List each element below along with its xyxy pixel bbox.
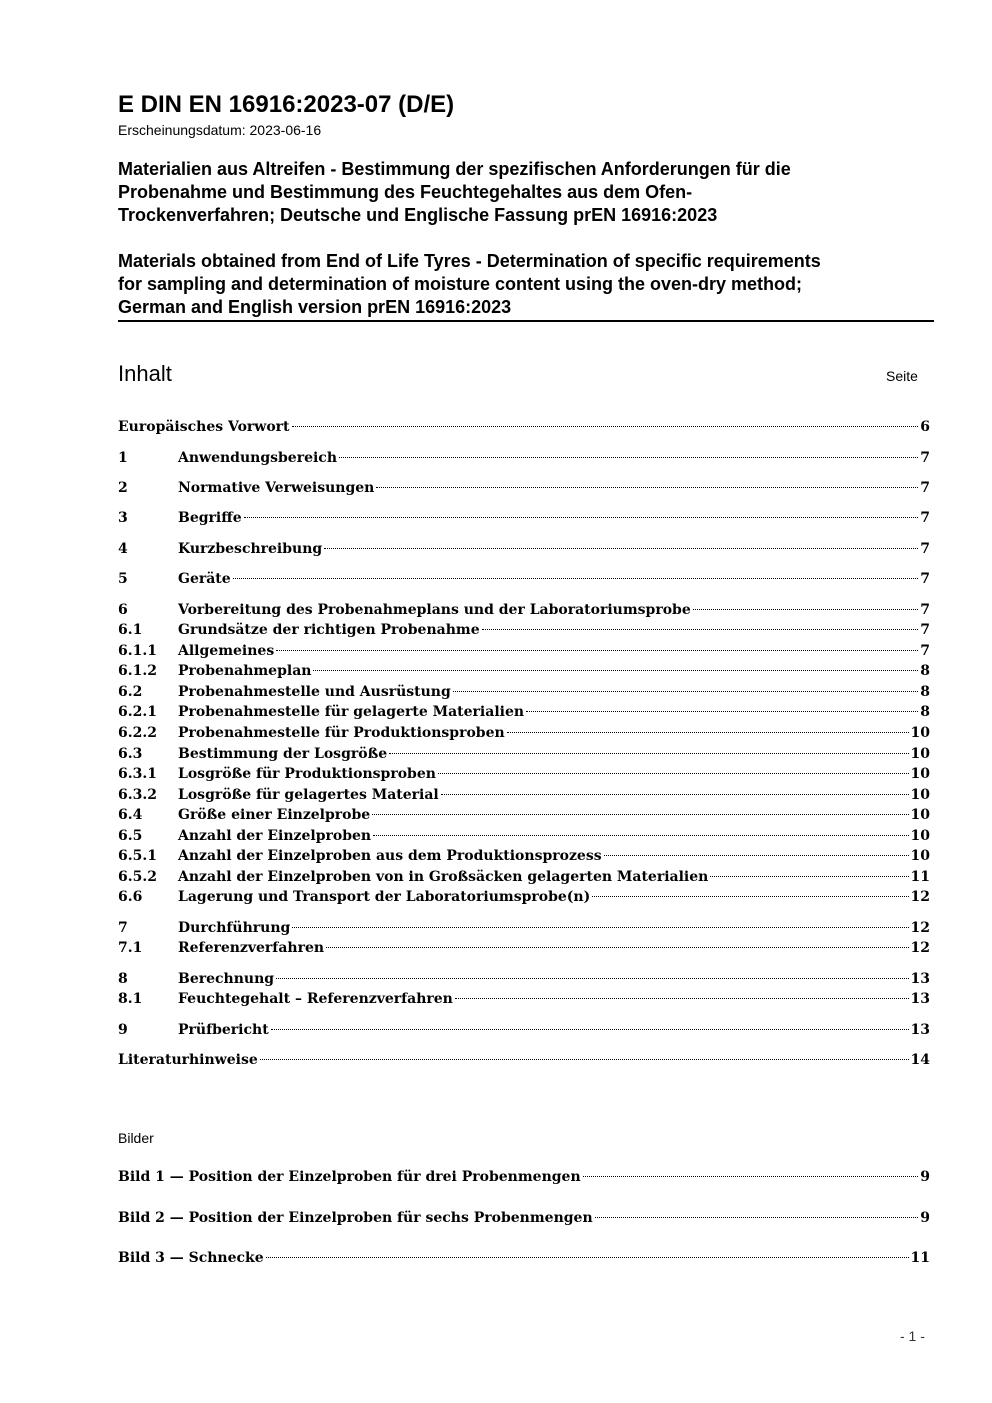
toc-dot-leader	[373, 835, 908, 836]
toc-dot-leader	[592, 896, 908, 897]
toc-dot-leader	[260, 1059, 909, 1060]
toc-entry-title: Normative Verweisungen	[178, 480, 375, 496]
toc-dot-leader	[583, 1176, 919, 1177]
toc-entry[interactable]	[118, 539, 930, 559]
title-english-line: for sampling and determination of moisture content using the oven-dry method;	[118, 274, 803, 294]
toc-entry-page: 8	[920, 663, 930, 679]
toc-entry[interactable]	[118, 969, 930, 989]
toc-dot-leader	[389, 753, 908, 754]
toc-entry[interactable]	[118, 508, 930, 528]
figure-entry[interactable]	[118, 1248, 930, 1268]
toc-entry[interactable]	[118, 448, 930, 468]
toc-entry-page: 7	[920, 602, 930, 618]
toc-entry-number: 6.1.1	[118, 643, 157, 659]
toc-entry-number: 6.5.2	[118, 869, 157, 885]
toc-dot-leader	[604, 855, 909, 856]
title-german-line: Probenahme und Bestimmung des Feuchtegehaltes aus dem Ofen-	[118, 182, 693, 202]
toc-entry-page: 7	[920, 643, 930, 659]
toc-entry-page: 10	[910, 725, 930, 741]
toc-entry-number: 6.1.2	[118, 663, 157, 679]
toc-dot-leader	[271, 1029, 909, 1030]
toc-entry-title: Anzahl der Einzelproben von in Großsäcken gelagerten Materialien	[178, 869, 709, 885]
toc-page-label: Seite	[886, 368, 918, 384]
figures-heading: Bilder	[118, 1130, 154, 1146]
toc-entry-page: 8	[920, 704, 930, 720]
toc-entry-title: Anzahl der Einzelproben	[178, 828, 372, 844]
toc-entry-number: 6.6	[118, 889, 143, 905]
toc-entry-number: 6.5	[118, 828, 143, 844]
toc-entry[interactable]	[118, 918, 930, 938]
toc-entry-number: 1	[118, 450, 128, 466]
figure-entry-page: 11	[910, 1250, 930, 1266]
toc-entry-title: Allgemeines	[178, 643, 275, 659]
toc-entry[interactable]	[118, 805, 930, 825]
toc-entry-title: Berechnung	[178, 971, 275, 987]
toc-entry[interactable]	[118, 417, 930, 437]
toc-entry-page: 7	[920, 480, 930, 496]
toc-entry-number: 6.2.1	[118, 704, 157, 720]
toc-entry-page: 10	[910, 766, 930, 782]
toc-entry-title: Prüfbericht	[178, 1022, 269, 1038]
toc-entry-number: 5	[118, 571, 128, 587]
toc-dot-leader	[595, 1217, 919, 1218]
toc-entry-number: 6.2.2	[118, 725, 157, 741]
toc-dot-leader	[372, 814, 908, 815]
toc-entry[interactable]	[118, 1050, 930, 1070]
toc-heading: Inhalt	[118, 361, 172, 386]
toc-entry[interactable]	[118, 478, 930, 498]
toc-entry[interactable]	[118, 785, 930, 805]
toc-entry[interactable]	[118, 744, 930, 764]
toc-dot-leader	[455, 998, 909, 999]
toc-entry[interactable]	[118, 682, 930, 702]
toc-entry-page: 13	[910, 1022, 930, 1038]
toc-entry[interactable]	[118, 620, 930, 640]
figure-entry-page: 9	[920, 1210, 930, 1226]
toc-entry[interactable]	[118, 989, 930, 1009]
toc-entry-number: 7	[118, 920, 128, 936]
toc-entry-title: Anwendungsbereich	[178, 450, 337, 466]
toc-entry-number: 9	[118, 1022, 128, 1038]
toc-dot-leader	[526, 711, 918, 712]
toc-entry-page: 10	[910, 848, 930, 864]
toc-entry-number: 8	[118, 971, 128, 987]
toc-dot-leader	[244, 517, 919, 518]
toc-entry-page: 12	[910, 940, 930, 956]
toc-entry[interactable]	[118, 938, 930, 958]
toc-dot-leader	[276, 978, 908, 979]
toc-dot-leader	[441, 794, 909, 795]
toc-entry-page: 7	[920, 622, 930, 638]
document-id: E DIN EN 16916:2023-07 (D/E)	[118, 91, 455, 118]
toc-entry-page: 10	[910, 828, 930, 844]
toc-entry-page: 7	[920, 510, 930, 526]
toc-entry-number: 3	[118, 510, 128, 526]
toc-entry[interactable]	[118, 723, 930, 743]
toc-entry-page: 12	[910, 920, 930, 936]
toc-entry-number: 6.3.1	[118, 766, 157, 782]
toc-dot-leader	[339, 457, 918, 458]
figure-entry-title: Bild 1 — Position der Einzelproben für drei Probenmengen	[118, 1169, 581, 1185]
toc-entry-page: 6	[920, 419, 930, 435]
toc-dot-leader	[292, 927, 908, 928]
toc-entry[interactable]	[118, 846, 930, 866]
toc-entry-number: 2	[118, 480, 128, 496]
toc-entry-page: 10	[910, 746, 930, 762]
toc-entry-number: 8.1	[118, 991, 143, 1007]
toc-entry-page: 7	[920, 450, 930, 466]
toc-dot-leader	[693, 609, 918, 610]
toc-dot-leader	[233, 578, 919, 579]
toc-dot-leader	[438, 773, 909, 774]
toc-entry[interactable]	[118, 867, 930, 887]
toc-entry-page: 13	[910, 971, 930, 987]
toc-dot-leader	[313, 670, 918, 671]
toc-entry-number: 6.1	[118, 622, 143, 638]
title-german-line: Trockenverfahren; Deutsche und Englische Fassung prEN 16916:2023	[118, 205, 718, 225]
toc-entry-title: Vorbereitung des Probenahmeplans und der Laboratoriumsprobe	[178, 602, 691, 618]
toc-entry-page: 8	[920, 684, 930, 700]
toc-entry-page: 13	[910, 991, 930, 1007]
toc-dot-leader	[453, 691, 918, 692]
toc-entry-page: 14	[910, 1052, 930, 1068]
toc-entry[interactable]	[118, 1020, 930, 1040]
toc-entry-title: Losgröße für Produktionsproben	[178, 766, 436, 782]
figure-entry-title: Bild 3 — Schnecke	[118, 1250, 264, 1266]
toc-entry[interactable]	[118, 702, 930, 722]
toc-entry-title: Europäisches Vorwort	[118, 419, 290, 435]
toc-entry-title: Lagerung und Transport der Laboratoriumsprobe(n)	[178, 889, 591, 905]
toc-entry-title: Probenahmestelle für Produktionsproben	[178, 725, 505, 741]
toc-entry-title: Anzahl der Einzelproben aus dem Produktionsprozess	[178, 848, 602, 864]
toc-dot-leader	[324, 548, 918, 549]
toc-entry-page: 10	[910, 807, 930, 823]
toc-entry-page: 11	[910, 869, 930, 885]
toc-entry-page: 7	[920, 571, 930, 587]
toc-entry-number: 6.4	[118, 807, 143, 823]
toc-dot-leader	[276, 650, 918, 651]
figure-entry[interactable]	[118, 1208, 930, 1228]
toc-entry-number: 6.3	[118, 746, 143, 762]
toc-entry-title: Geräte	[178, 571, 231, 587]
toc-entry-title: Probenahmestelle für gelagerte Materialien	[178, 704, 525, 720]
toc-entry-title: Probenahmestelle und Ausrüstung	[178, 684, 451, 700]
toc-dot-leader	[266, 1257, 909, 1258]
title-german	[118, 158, 934, 227]
toc-entry-title: Begriffe	[178, 510, 242, 526]
toc-entry-title: Referenzverfahren	[178, 940, 325, 956]
title-english	[118, 250, 934, 322]
toc-entry[interactable]	[118, 826, 930, 846]
toc-entry[interactable]	[118, 887, 930, 907]
toc-entry-title: Größe einer Einzelprobe	[178, 807, 371, 823]
toc-dot-leader	[376, 487, 918, 488]
toc-entry-number: 4	[118, 541, 128, 557]
toc-dot-leader	[507, 732, 909, 733]
toc-entry-page: 7	[920, 541, 930, 557]
toc-entry-title: Grundsätze der richtigen Probenahme	[178, 622, 480, 638]
title-english-line: Materials obtained from End of Life Tyres - Determination of specific requirements	[118, 251, 821, 271]
figure-entry[interactable]	[118, 1167, 930, 1187]
toc-dot-leader	[326, 947, 908, 948]
toc-entry-title: Kurzbeschreibung	[178, 541, 323, 557]
toc-entry[interactable]	[118, 600, 930, 620]
toc-entry[interactable]	[118, 764, 930, 784]
toc-entry-title: Losgröße für gelagertes Material	[178, 787, 439, 803]
toc-entry-title: Feuchtegehalt – Referenzverfahren	[178, 991, 453, 1007]
figure-entry-page: 9	[920, 1169, 930, 1185]
page-number: - 1 -	[900, 1328, 925, 1344]
toc-entry-number: 6.5.1	[118, 848, 157, 864]
figure-entry-title: Bild 2 — Position der Einzelproben für sechs Probenmengen	[118, 1210, 593, 1226]
toc-entry[interactable]	[118, 641, 930, 661]
toc-entry-number: 7.1	[118, 940, 143, 956]
toc-entry-title: Probenahmeplan	[178, 663, 312, 679]
toc-entry-number: 6.3.2	[118, 787, 157, 803]
publication-date: Erscheinungsdatum: 2023-06-16	[118, 122, 322, 138]
toc-dot-leader	[482, 629, 919, 630]
title-english-line: German and English version prEN 16916:2023	[118, 297, 512, 317]
toc-dot-leader	[710, 876, 908, 877]
toc-entry-number: 6	[118, 602, 128, 618]
toc-entry-number: 6.2	[118, 684, 143, 700]
toc-entry-title: Bestimmung der Losgröße	[178, 746, 388, 762]
toc-entry-page: 10	[910, 787, 930, 803]
toc-dot-leader	[292, 426, 919, 427]
toc-entry-title: Literaturhinweise	[118, 1052, 258, 1068]
title-german-line: Materialien aus Altreifen - Bestimmung der spezifischen Anforderungen für die	[118, 159, 791, 179]
toc-entry-title: Durchführung	[178, 920, 291, 936]
toc-entry[interactable]	[118, 661, 930, 681]
toc-entry-page: 12	[910, 889, 930, 905]
toc-entry[interactable]	[118, 569, 930, 589]
